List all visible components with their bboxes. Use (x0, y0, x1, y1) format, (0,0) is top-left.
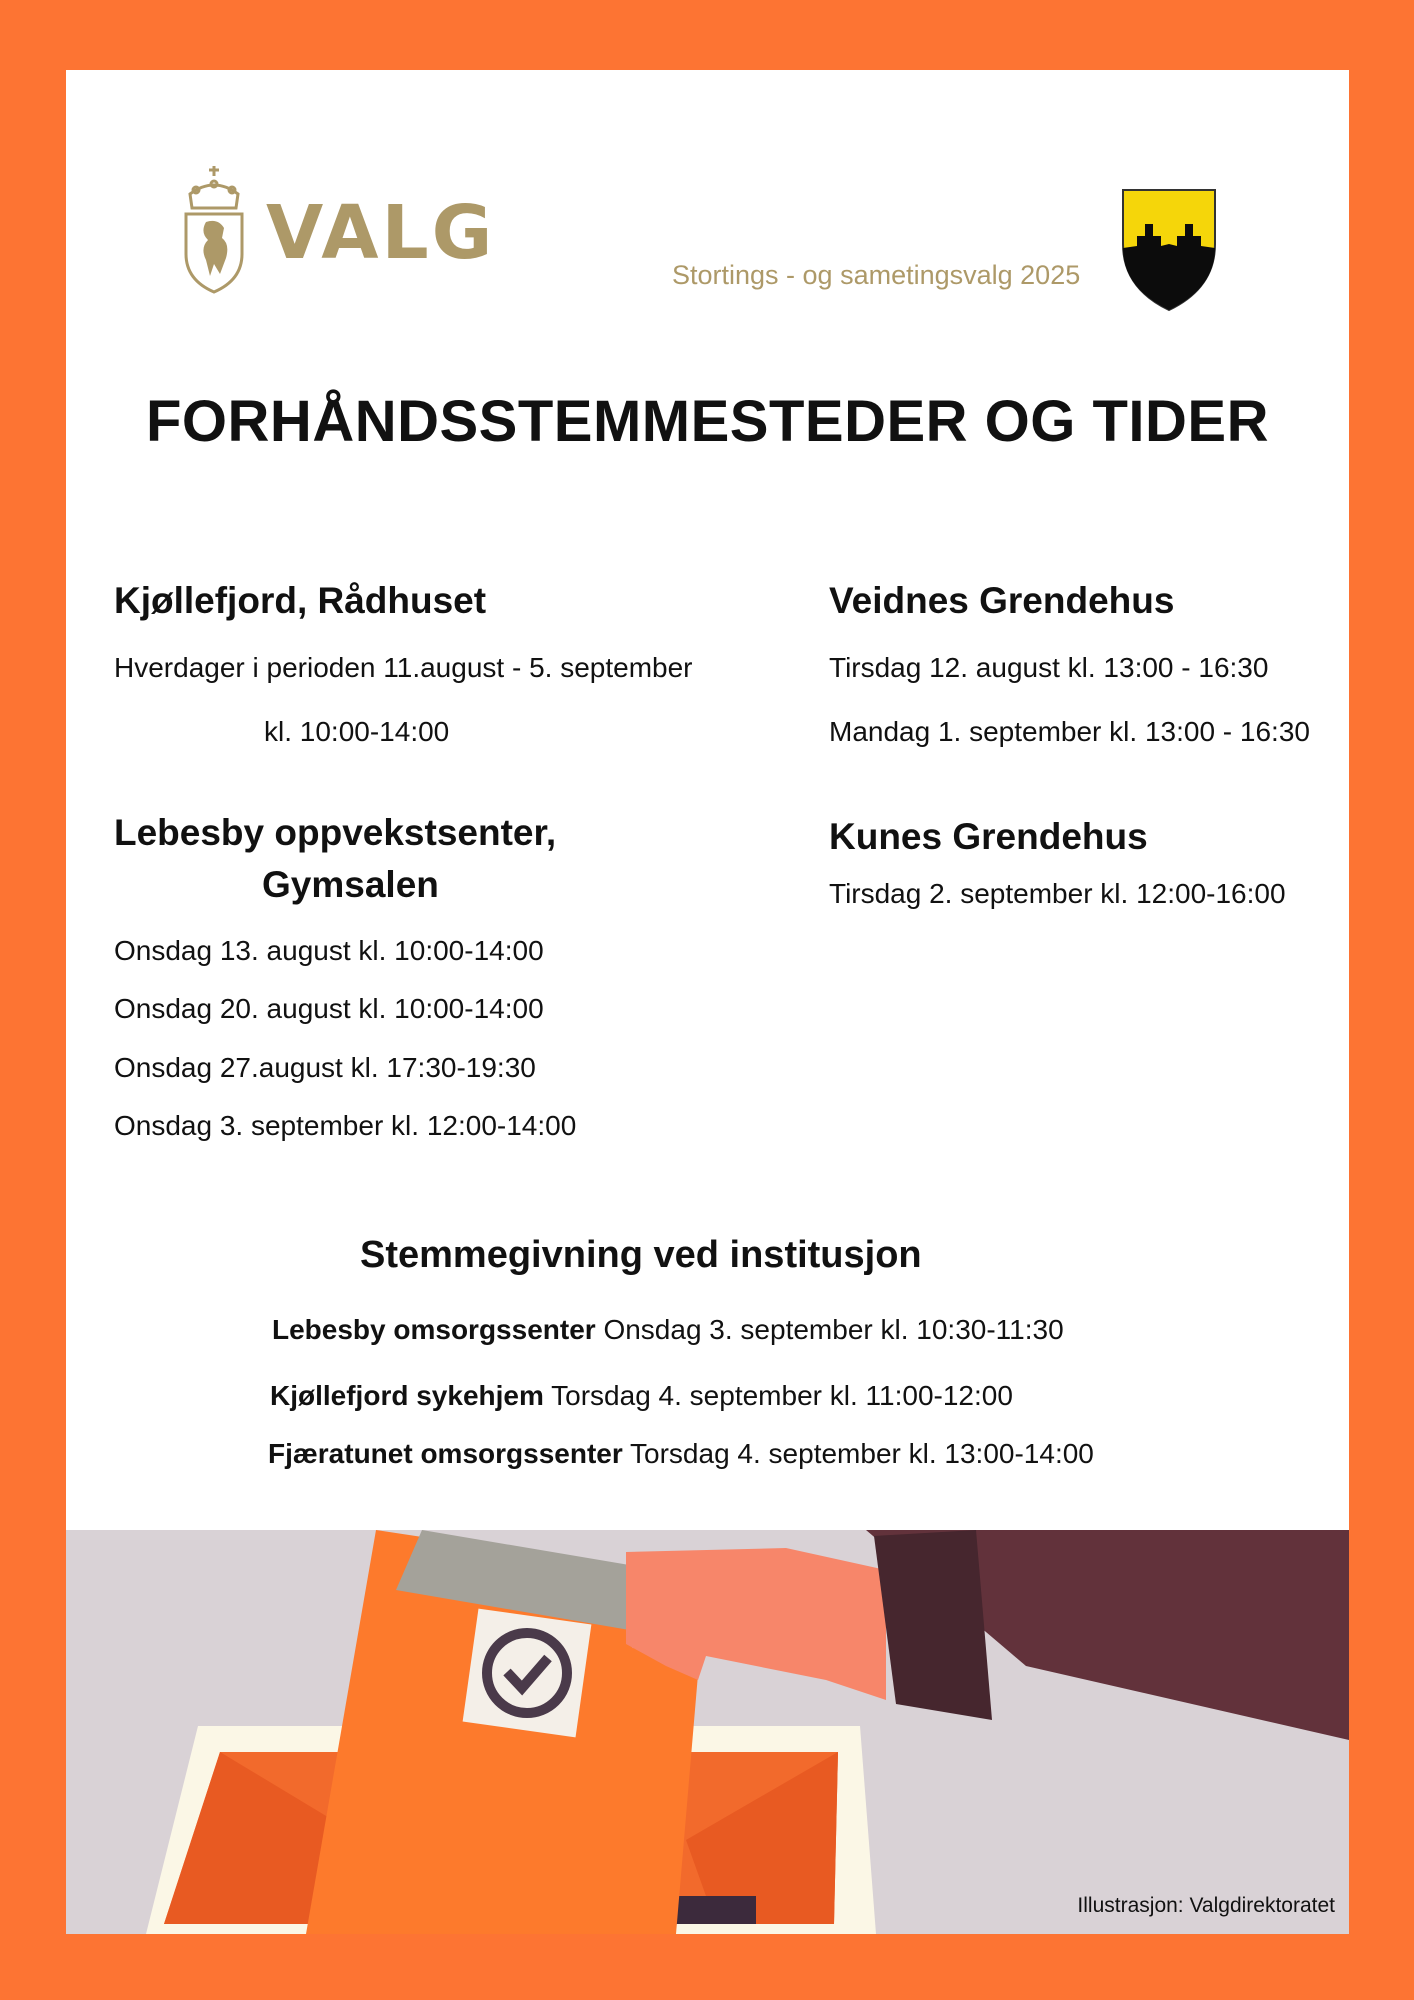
location-name: Kunes Grendehus (829, 816, 1148, 857)
location-time: Onsdag 3. september kl. 12:00-14:00 (114, 1110, 577, 1141)
illustration-credit: Illustrasjon: Valgdirektoratet (1077, 1894, 1335, 1917)
page-title: FORHÅNDSSTEMMESTEDER OG TIDER (146, 389, 1269, 454)
location-time: Mandag 1. september kl. 13:00 - 16:30 (829, 716, 1310, 747)
municipal-crest-icon (1121, 188, 1217, 312)
location-time: Tirsdag 2. september kl. 12:00-16:00 (829, 878, 1286, 909)
institution-line (272, 1314, 1064, 1346)
location-time: Onsdag 20. august kl. 10:00-14:00 (114, 993, 544, 1024)
location-name: Kjøllefjord, Rådhuset (114, 580, 487, 621)
location-time: Tirsdag 12. august kl. 13:00 - 16:30 (829, 652, 1269, 683)
location-name-line2: Gymsalen (262, 864, 439, 905)
location-time: kl. 10:00-14:00 (264, 716, 450, 747)
poster (66, 70, 1349, 1934)
institution-line (268, 1438, 1094, 1470)
valg-logo-text: VALG (266, 190, 496, 276)
institution-name: Lebesby omsorgssenter (272, 1314, 596, 1345)
institution-line (270, 1380, 1013, 1412)
institution-name: Fjæratunet omsorgssenter (268, 1438, 623, 1469)
institution-time: Torsdag 4. september kl. 13:00-14:00 (630, 1438, 1094, 1469)
location-name: Lebesby oppvekstsenter, (114, 812, 557, 853)
institution-time: Onsdag 3. september kl. 10:30-11:30 (603, 1314, 1064, 1345)
location-kjollefjord (114, 580, 486, 622)
institution-name: Kjøllefjord sykehjem (270, 1380, 544, 1411)
coat-of-arms-icon (178, 162, 250, 296)
election-label: Stortings - og sametingsvalg 2025 (672, 260, 1081, 290)
location-time: Onsdag 13. august kl. 10:00-14:00 (114, 935, 544, 966)
location-name: Veidnes Grendehus (829, 580, 1175, 621)
ballot-box-icon (66, 1530, 1349, 1934)
location-time: Hverdager i perioden 11.august - 5. september (114, 652, 693, 683)
institutions-heading: Stemmegivning ved institusjon (360, 1234, 922, 1276)
location-time: Onsdag 27.august kl. 17:30-19:30 (114, 1052, 536, 1083)
ballot-illustration (66, 1530, 1349, 1934)
institution-time: Torsdag 4. september kl. 11:00-12:00 (551, 1380, 1013, 1411)
